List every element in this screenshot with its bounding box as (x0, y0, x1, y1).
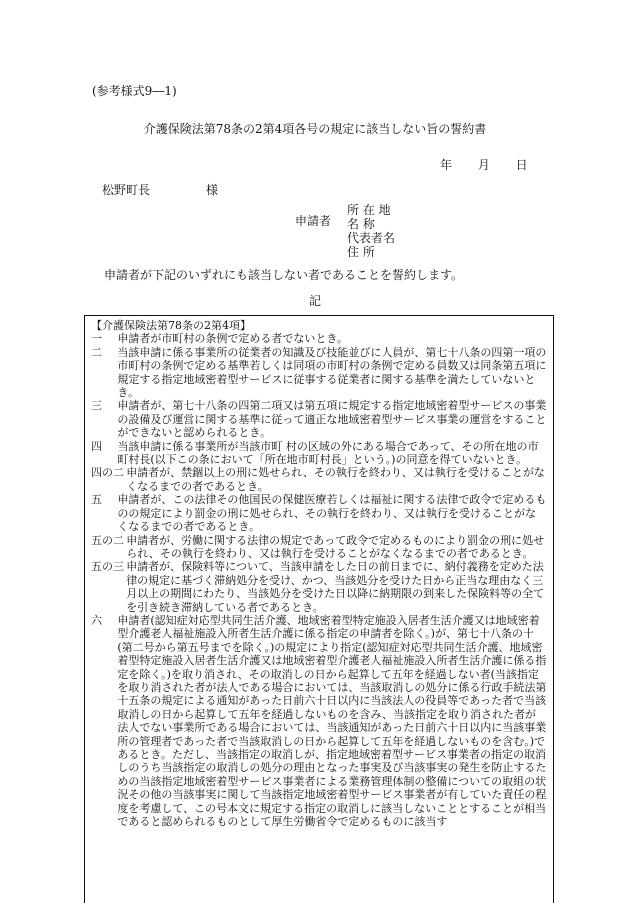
provision-text: 申請者が、この法律その他国民の保健医療若しくは福祉に関する法律で政令で定めるものの規定により罰金の刑に処せられ、その執行を終わり、又は執行を受けることがなくなるまでの者であるとき。 (117, 493, 547, 534)
provision-item (91, 346, 547, 400)
provision-number: 四 (91, 439, 102, 453)
addressee-honorific: 様 (206, 183, 219, 197)
provision-text: 申請者(認知症対応型共同生活介護、地域密着型特定施設入居者生活介護又は地域密着型介護老人福祉施設入所者生活介護に係る指定の申請者を除く。)が、第七十八条の十(第二号から第五号までを除く。)の規定により指定(認知症対応型共同生活介護、地域密着型特定施設入居者生活介護又は地域密着型介護老人福祉施設入所者生活介護に係る指定を除く。)を取り消され、その取消しの日から起算して五年を経過しない者(当該指定を取り消された者が法人である場合においては、当該取消しの処分に係る行政手続法第十五条の規定による通知があった日前六十日以内に当該法人の役員等であった者で当該取消しの日から起算して五年を経過しないものを含み、当該指定を取り消された者が法人でない事業所である場合においては、当該通知があった日前六十日以内に当該事業所の管理者であった者で当該取消しの日から起算して五年を経過しないものを含む。)であるとき。ただし、当該指定の取消しが、指定地域密着型サービス事業者の指定の取消しのうち当該指定の取消しの処分の理由となった事実及び当該事実の発生を防止するための当該指定地域密着型サービス事業者による業務管理体制の整備についての取組の状況その他の当該事実に関して当該指定地域密着型サービス事業者が有していた責任の程度を考慮して、この号本文に規定する指定の取消しに該当しないこととすることが相当であると認められるものとして厚生労働省令で定めるものに該当す (117, 613, 547, 829)
provision-text: 申請者が、保険料等について、当該申請をした日の前日までに、納付義務を定めた法律の規定に基づく滞納処分を受け、かつ、当該処分を受けた日から正当な理由なく三月以上の期間にわたり、当該処分を受けた日以降に納期限の到来した保険料等の全てを引き続き滞納している者であるとき。 (126, 560, 545, 614)
provision-number: 五の三 (91, 560, 124, 574)
ki-heading: 記 (308, 294, 321, 308)
addressee-name: 松野町長 (102, 183, 151, 197)
provision-number: 五の二 (91, 533, 124, 547)
addressee (102, 181, 218, 198)
provision-text: 当該申請に係る事業所が当該市町 村の区域の外にある場合であって、その所在地の市町村長(以下この条において「所在地市町村長」という。)の同意を得ていないとき。 (117, 439, 539, 467)
document-title: 介護保険法第78条の2第4項各号の規定に該当しない旨の誓約書 (143, 122, 487, 136)
provision-number: 四の二 (91, 466, 124, 480)
field-address: 所 在 地 (347, 203, 391, 217)
provision-item (91, 534, 547, 561)
provision-number: 三 (91, 399, 102, 413)
provision-text: 申請者が、禁錮以上の刑に処せられ、その執行を終わり、又は執行を受けることがなくなるまでの者であるとき。 (126, 466, 545, 493)
applicant-fields (347, 203, 395, 259)
field-name: 名 称 (347, 217, 375, 231)
provision-item (91, 560, 547, 614)
provision-item (91, 493, 547, 533)
provision-item (91, 332, 547, 345)
provisions-heading: 【介護保険法第78条の2第4項】 (91, 319, 251, 332)
provision-number: 二 (91, 345, 102, 359)
date-line: 年 月 日 (440, 158, 528, 172)
provision-text: 申請者が、労働に関する法律の規定であって政令で定めるものにより罰金の刑に処せられ、その執行を終わり、又は執行を受けることがなくなるまでの者であるとき。 (126, 533, 545, 560)
provision-item (91, 466, 547, 493)
form-number: (参考様式9―1) (92, 84, 177, 98)
provision-text: 申請者が、第七十八条の四第二項又は第五項に規定する指定地域密着型サービスの事業の設備及び運営に関する基準に従って適正な地域密着型サービス事業の運営をすることができないと認められるとき。 (117, 399, 547, 440)
provision-item (91, 399, 547, 439)
provision-text: 申請者が市町村の条例で定める者でないとき。 (117, 332, 348, 346)
provisions-box (84, 315, 554, 903)
applicant-label: 申請者 (295, 214, 332, 228)
provision-number: 五 (91, 493, 102, 507)
provision-item (91, 440, 547, 467)
provision-text: 当該申請に係る事業所の従業者の知識及び技能並びに人員が、第七十八条の四第一項の市町村の条例で定める基準若しくは同項の市町村の条例で定める員数又は同条第五項に規定する指定地域密着型サービスに従事する従業者に関する基準を満たしていないとき。 (117, 345, 547, 400)
pledge-statement: 申請者が下記のいずれにも該当しない者であることを誓約します。 (104, 268, 464, 282)
field-representative: 代表者名 (347, 231, 396, 245)
provision-item (91, 614, 547, 829)
provisions-list (91, 332, 547, 828)
provision-number: 一 (91, 332, 102, 346)
provision-number: 六 (91, 613, 102, 627)
field-residence: 住 所 (347, 245, 375, 259)
